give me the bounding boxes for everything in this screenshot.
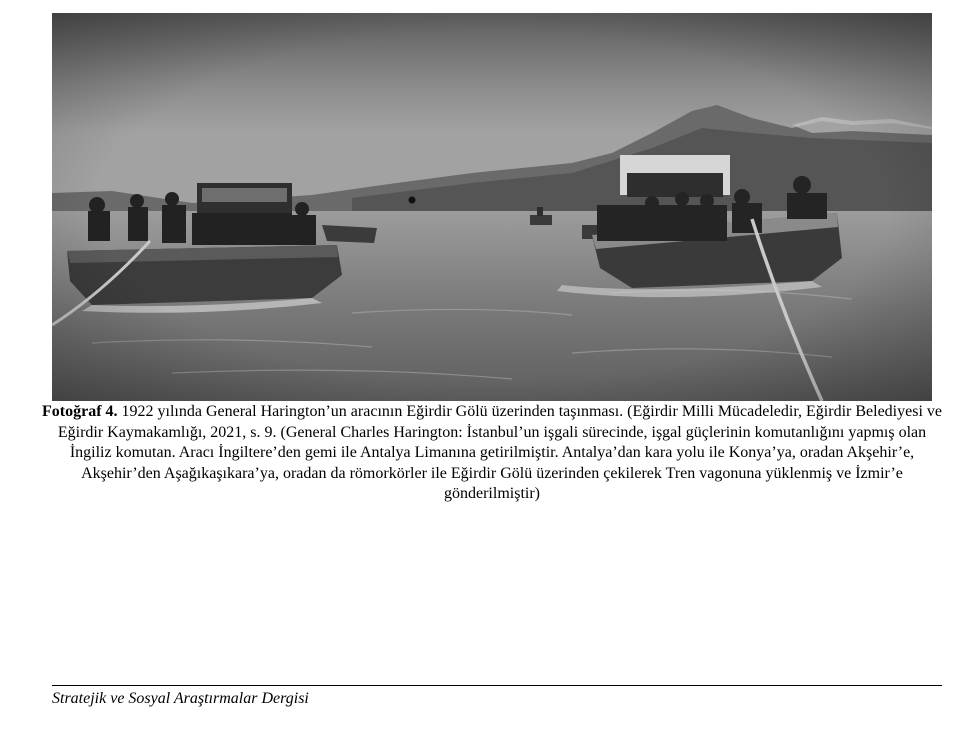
journal-name: Stratejik ve Sosyal Araştırmalar Dergisi xyxy=(52,690,309,707)
figure-label: Fotoğraf 4. xyxy=(42,403,118,420)
figure-caption xyxy=(40,402,944,505)
figure-caption-text: 1922 yılında General Harington’un aracının Eğirdir Gölü üzerinden taşınması. (Eğirdir Milli Mücadeledir, Eğirdir Belediyesi ve Eğirdir Kaymakamlığı, 2021, s. 9. (General Charles Harington: İstanbul’un işgali sürecinde, işgal güçlerinin komutanlığını yapmış olan İngiliz komutan. Aracı İngiltere’den gemi ile Antalya Limanına getirilmiştir. Antalya’dan kara yolu ile Konya’ya, oradan Akşehir’e, Akşehir’den Aşağıkaşıkara’ya, oradan da römorkörler ile Eğirdir Gölü üzerinden çekilerek Tren vagonuna yüklenmiş ve İzmir’e gönderilmiştir) xyxy=(57,403,942,503)
footer-divider xyxy=(52,685,942,686)
historical-photo-boats-on-lake xyxy=(52,13,932,401)
